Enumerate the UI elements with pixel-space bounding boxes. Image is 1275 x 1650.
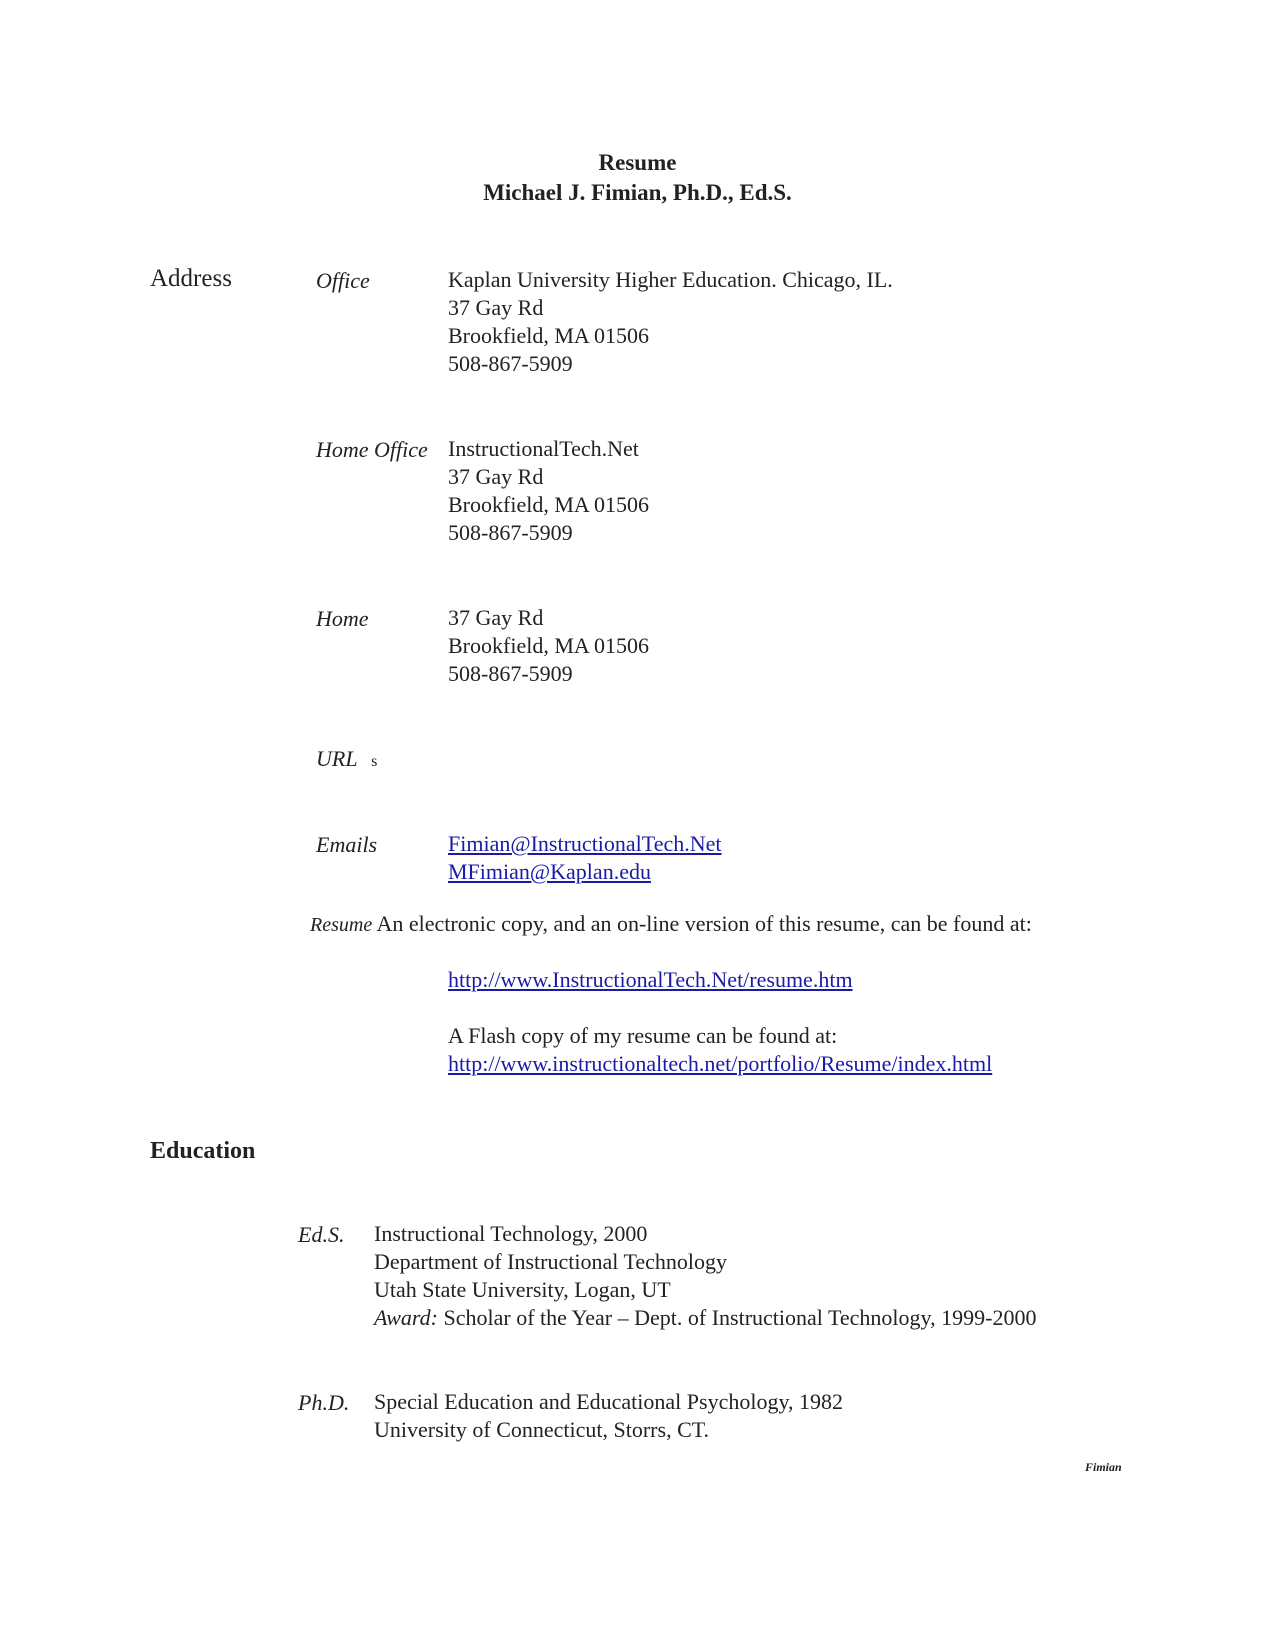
phd-line: University of Connecticut, Storrs, CT. xyxy=(374,1417,710,1442)
resume-name: Michael J. Fimian, Ph.D., Ed.S. xyxy=(483,180,792,205)
urls-label xyxy=(316,746,377,772)
home-office-address xyxy=(448,435,649,547)
home-line: Brookfield, MA 01506 xyxy=(448,633,650,658)
email-list xyxy=(448,830,722,886)
eds-line: Instructional Technology, 2000 xyxy=(374,1221,648,1246)
home-office-line: 508-867-5909 xyxy=(448,520,573,545)
home-line: 508-867-5909 xyxy=(448,661,573,686)
page-footer-name: Fimian xyxy=(1085,1460,1122,1474)
resume-copy-label: Resume xyxy=(310,914,373,936)
phd-degree-label: Ph.D. xyxy=(298,1390,350,1415)
eds-award-text: Scholar of the Year – Dept. of Instructional Technology, 1999-2000 xyxy=(443,1305,1037,1330)
eds-award-label: Award: xyxy=(374,1305,438,1330)
office-label: Office xyxy=(316,268,370,293)
office-address xyxy=(448,266,893,378)
phd-line: Special Education and Educational Psychology, 1982 xyxy=(374,1389,844,1414)
home-line: 37 Gay Rd xyxy=(448,605,544,630)
office-line: Brookfield, MA 01506 xyxy=(448,323,650,348)
address-heading: Address xyxy=(150,265,232,292)
office-line: Kaplan University Higher Education. Chicago, IL. xyxy=(448,267,893,292)
eds-award-line xyxy=(374,1304,1036,1332)
office-line: 37 Gay Rd xyxy=(448,295,544,320)
resume-url-block xyxy=(448,966,853,994)
flash-resume-link[interactable]: http://www.instructionaltech.net/portfolio/Resume/index.html xyxy=(448,1051,993,1076)
eds-line: Department of Instructional Technology xyxy=(374,1249,728,1274)
flash-resume-text: A Flash copy of my resume can be found at: xyxy=(448,1023,838,1048)
home-office-label: Home Office xyxy=(316,437,428,462)
home-office-line: InstructionalTech.Net xyxy=(448,436,639,461)
emails-label: Emails xyxy=(316,832,378,857)
education-heading: Education xyxy=(150,1138,256,1164)
eds-line: Utah State University, Logan, UT xyxy=(374,1277,671,1302)
home-label: Home xyxy=(316,606,369,631)
resume-url-link[interactable]: http://www.InstructionalTech.Net/resume.htm xyxy=(448,967,853,992)
eds-details xyxy=(374,1220,1036,1332)
resume-copy-text: An electronic copy, and an on-line version of this resume, can be found at: xyxy=(376,911,1032,936)
phd-details xyxy=(374,1388,843,1444)
flash-resume-block xyxy=(448,1022,992,1078)
office-line: 508-867-5909 xyxy=(448,351,573,376)
email-link[interactable]: MFimian@Kaplan.edu xyxy=(448,859,651,884)
urls-label-text: URL xyxy=(316,746,358,771)
home-address xyxy=(448,604,649,688)
home-office-line: Brookfield, MA 01506 xyxy=(448,492,650,517)
home-office-line: 37 Gay Rd xyxy=(448,464,544,489)
resume-title: Resume xyxy=(598,150,677,175)
email-link[interactable]: Fimian@InstructionalTech.Net xyxy=(448,831,722,856)
resume-copy-row xyxy=(310,910,1032,939)
eds-degree-label: Ed.S. xyxy=(298,1222,345,1247)
urls-label-suffix: s xyxy=(371,753,378,770)
